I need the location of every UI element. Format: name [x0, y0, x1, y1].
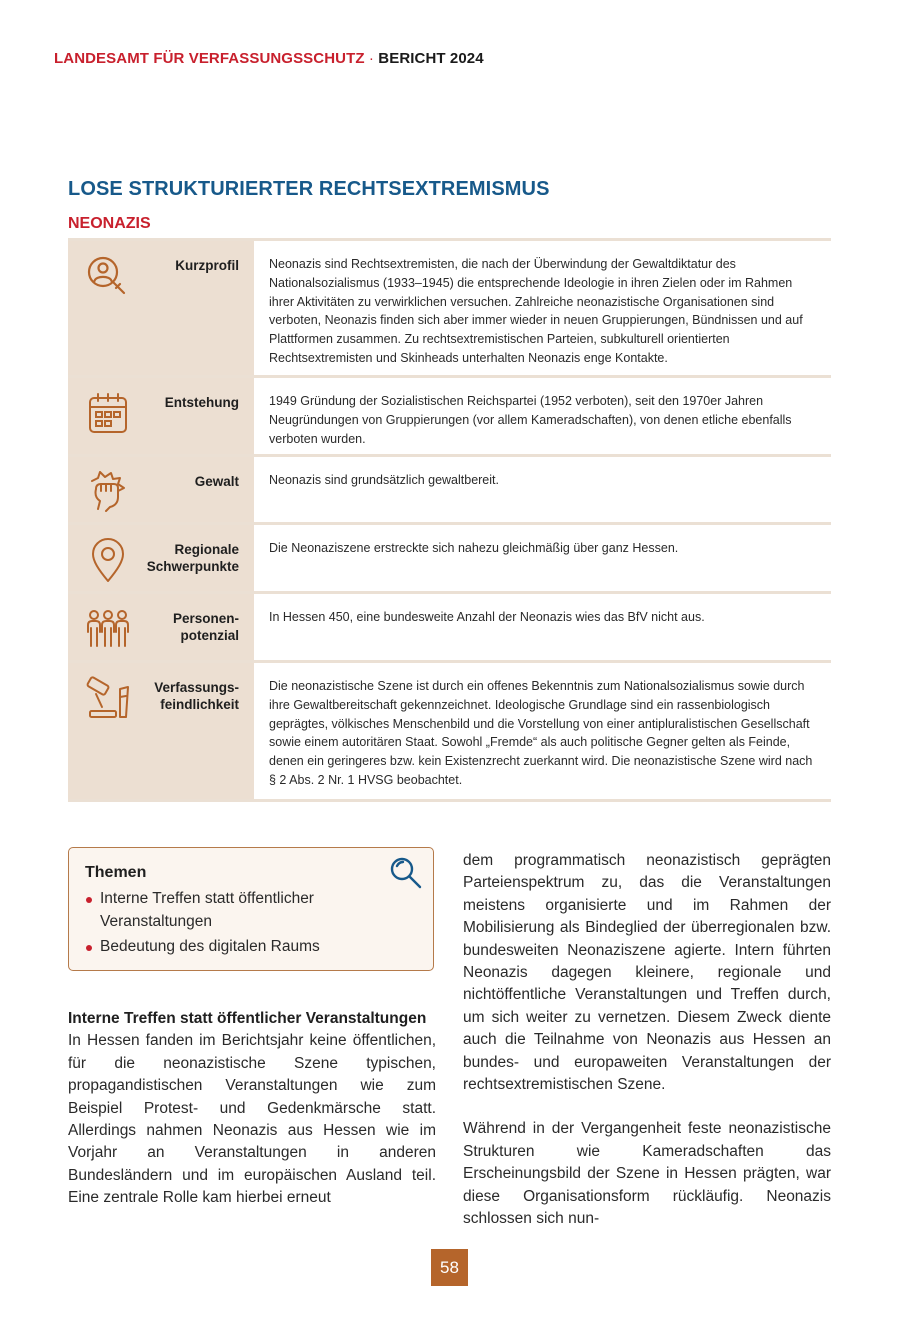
- calendar-icon: [84, 390, 132, 438]
- profile-text: 1949 Gründung der Sozialistischen Reichspartei (1952 verboten), seit den 1970er Jahren Neugründungen von Gruppierungen (vor allem Kameradschaften), von denen etliche ebenfalls verboten wurden.: [269, 394, 792, 446]
- article-paragraph: Während in der Vergangenheit feste neonazistische Strukturen wie Kameradschaften das Erscheinungsbild der Szene in Hessen prägten, war diese Organisationsform rückläufig. Neonazis schlossen sich nun-: [463, 1120, 831, 1228]
- profile-row-personenpotenzial: [68, 591, 831, 660]
- profile-text: Neonazis sind Rechtsextremisten, die nach der Überwindung der Gewaltdiktatur des Nationalsozialismus (1933–1945) die entsprechende Ideologie in ihren Zielen oder im Rahmen ihrer Aktivitäten zu verwirklichen versuchen. Zahlreiche neonazistische Organisationen sind verboten, Neonazis finden sich aber immer wieder in neuen Gruppierungen, Bündnissen und auf Plattformen zusammen. Zu rechtsextremistischen Parteien, subkulturell orientierten Rechtsextremisten und Skinheads unterhalten Neonazis enge Kontakte.: [269, 257, 803, 365]
- profile-label: Personenpotenzial: [172, 611, 239, 643]
- profile-label: Kurzprofil: [175, 258, 239, 273]
- list-item: Bedeutung des digitalen Raums: [85, 936, 385, 959]
- profile-label-cell: [68, 378, 254, 454]
- profile-row-verfassungsfeindlichkeit: [68, 660, 831, 802]
- profile-label: Gewalt: [194, 474, 239, 489]
- page-number: 58: [431, 1249, 468, 1286]
- right-column: [463, 850, 831, 1231]
- themen-list: [85, 888, 385, 962]
- profile-label-cell: [68, 594, 254, 660]
- profile-text: Die Neonaziszene erstreckte sich nahezu gleichmäßig über ganz Hessen.: [269, 541, 679, 555]
- header-report: BERICHT 2024: [378, 50, 484, 67]
- left-column: [68, 1008, 436, 1210]
- gavel-icon: [84, 675, 132, 723]
- profile-label: Entstehung: [164, 395, 239, 410]
- profile-label: Regionale Schwerpunkte: [146, 542, 239, 574]
- profile-row-regionale-schwerpunkte: [68, 522, 831, 591]
- section-title: LOSE STRUKTURIERTER RECHTSEXTREMISMUS: [68, 178, 550, 200]
- profile-text: Neonazis sind grundsätzlich gewaltbereit.: [269, 473, 499, 487]
- profile-label: Verfassungsfeindlichkeit: [154, 680, 239, 712]
- article-heading: Interne Treffen statt öffentlicher Veranstaltungen: [68, 1010, 427, 1027]
- magnifier-person-icon: [84, 253, 132, 301]
- profile-row-kurzprofil: [68, 238, 831, 375]
- fist-icon: [84, 469, 132, 517]
- profile-text: In Hessen 450, eine bundesweite Anzahl der Neonazis wies das BfV nicht aus.: [269, 610, 705, 624]
- themen-box: [68, 847, 434, 971]
- profile-row-gewalt: [68, 454, 831, 522]
- running-header: [54, 50, 484, 67]
- list-item: Interne Treffen statt öffentlicher Veranstaltungen: [85, 888, 385, 933]
- subsection-title: NEONAZIS: [68, 215, 151, 232]
- article-paragraph: In Hessen fanden im Berichtsjahr keine öffentlichen, für die neonazistische Szene typischen, propagandistischen Veranstaltungen wie zum Beispiel Protest- und Gedenkmärsche statt. Allerdings nahmen Neonazis aus Hessen wie im Vorjahr an Veranstaltungen in anderen Bundesländern und im europäischen Ausland teil. Eine zentrale Rolle kam hierbei erneut: [68, 1032, 436, 1207]
- profile-label-cell: [68, 525, 254, 591]
- profile-table: [68, 238, 831, 802]
- header-separator: ·: [368, 50, 374, 67]
- header-organization: LANDESAMT FÜR VERFASSUNGSSCHUTZ: [54, 50, 365, 67]
- profile-label-cell: [68, 663, 254, 799]
- profile-label-cell: [68, 241, 254, 375]
- themen-title: Themen: [85, 864, 147, 881]
- profile-row-entstehung: [68, 375, 831, 454]
- profile-label-cell: [68, 457, 254, 522]
- article-paragraph-continued: dem programmatisch neonazistisch geprägten Parteienspektrum zu, das die Veranstaltungen meistens organisierte und im Rahmen der Mobilisierung als Bindeglied der überregionalen bzw. bundesweiten Neonaziszene agierte. Intern führten Neonazis dagegen kleinere, regionale und nichtöffentliche Veranstaltungen und Treffen durch, um sich weiter zu vernetzen. Diesem Zweck diente auch die Teilnahme von Neonazis aus Hessen an bundes- und europaweiten Veranstaltungen der rechtsextremistischen Szene.: [463, 852, 831, 1094]
- people-group-icon: [84, 606, 132, 654]
- search-icon: [389, 856, 423, 890]
- profile-text: Die neonazistische Szene ist durch ein offenes Bekenntnis zum Nationalsozialismus sowie durch ihre Gewaltbereitschaft gekennzeichnet. Ideologische Grundlage sind ein rassenbiologisch geprägtes, völkisches Menschenbild und die Vorstellung von einer antipluralistischen Gesellschaft sowie einem autoritären Staat. Sowohl „Fremde“ als auch politische Gegner gelten als Feinde, denen ein geringeres bzw. kein Existenzrecht zuerkannt wird. Die neonazistische Szene wird nach § 2 Abs. 2 Nr. 1 HVSG beobachtet.: [269, 679, 813, 787]
